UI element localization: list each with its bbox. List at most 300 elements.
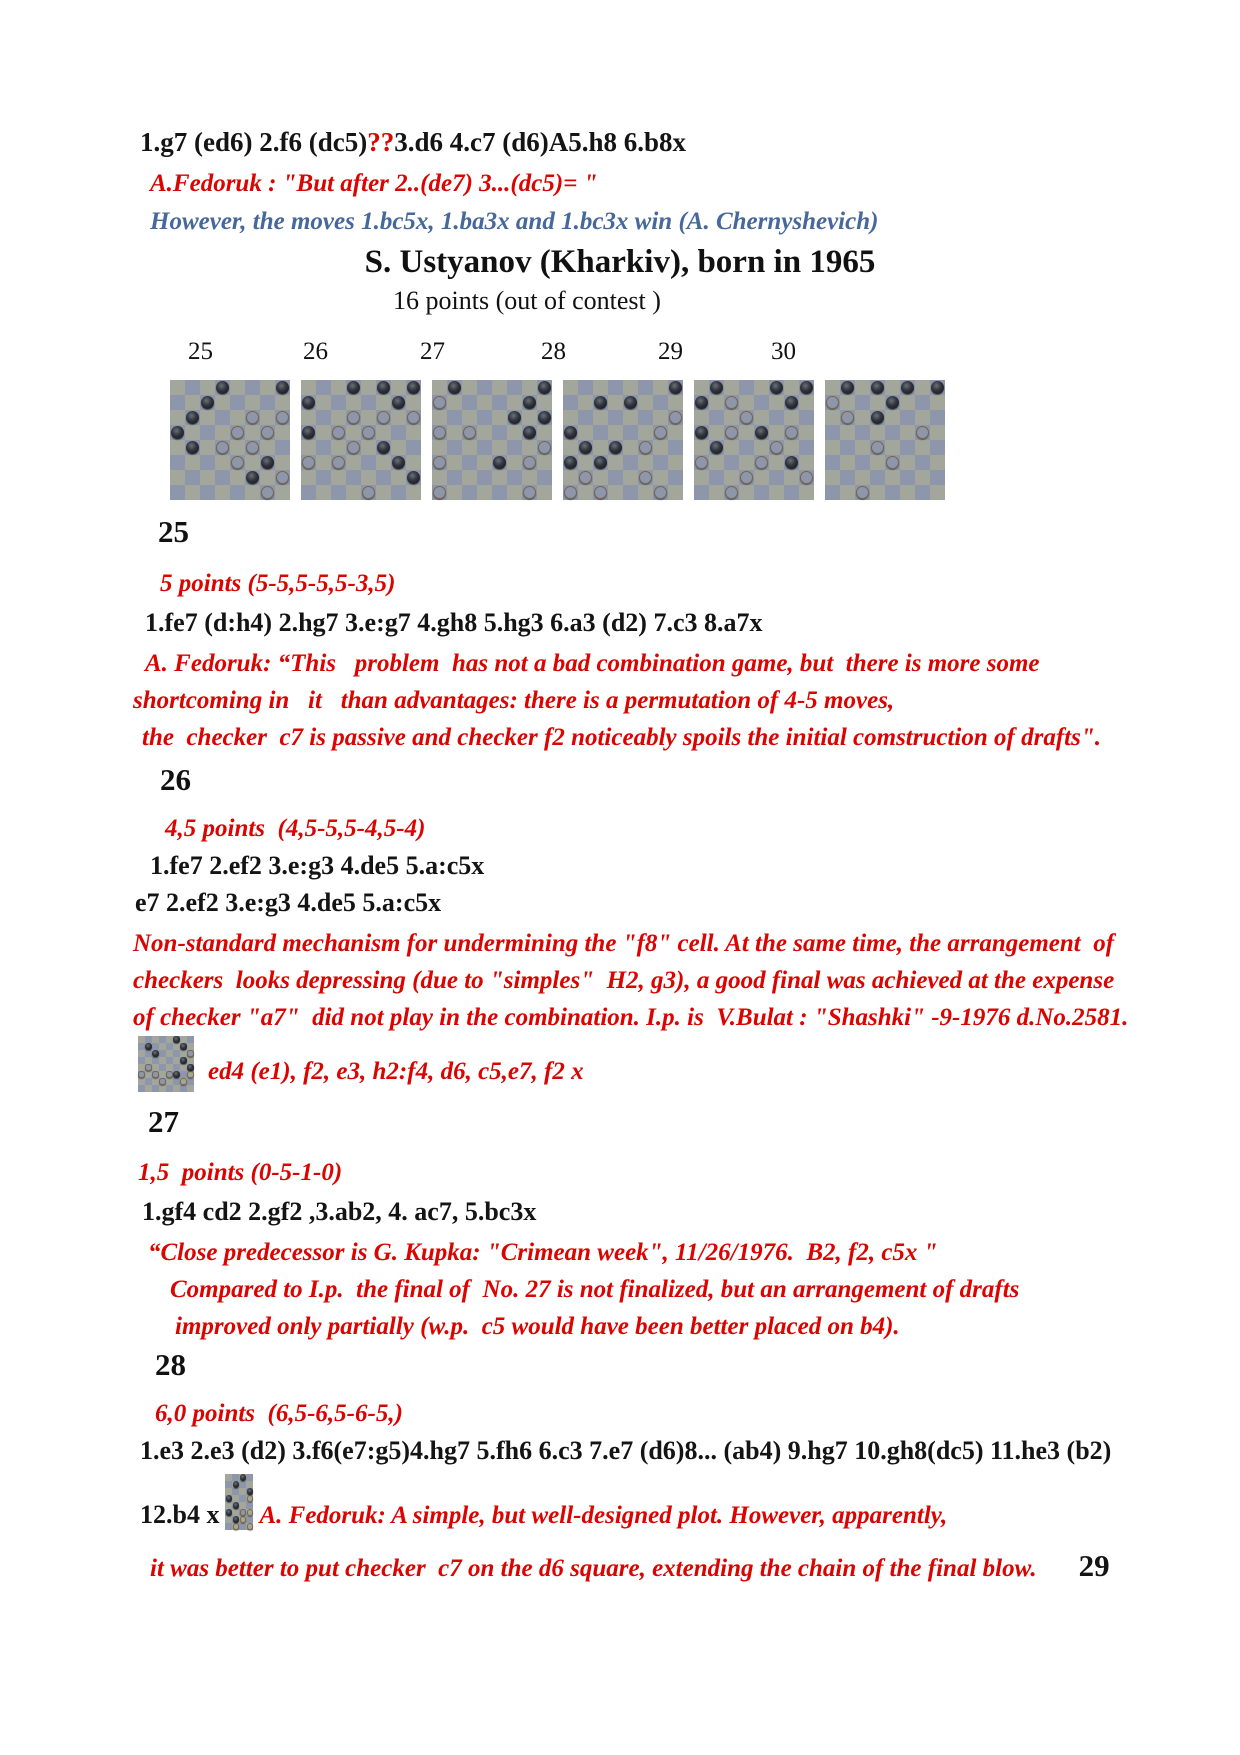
checker-dark: [695, 396, 708, 409]
board-square: [724, 440, 739, 455]
board-square: [709, 455, 724, 470]
board-square: [477, 395, 492, 410]
board-labels-row: [0, 338, 1240, 368]
board-square: [316, 380, 331, 395]
board-square: [215, 485, 230, 500]
checker-dark: [216, 381, 229, 394]
checker-dark: [841, 381, 854, 394]
board-label-29: 29: [658, 338, 683, 365]
checker-gold: [725, 426, 738, 439]
board-square: [825, 470, 840, 485]
board-square: [239, 1488, 246, 1495]
board-square: [361, 470, 376, 485]
board-square: [477, 485, 492, 500]
board-square: [930, 470, 945, 485]
board-square: [187, 1078, 194, 1085]
board-square: [185, 425, 200, 440]
board-square: [316, 485, 331, 500]
board-square: [173, 1085, 180, 1092]
board-square: [346, 455, 361, 470]
section-26-board-note: ed4 (e1), f2, e3, h2:f4, d6, c5,e7, f2 x: [208, 1058, 584, 1085]
board-square: [180, 1071, 187, 1078]
board-square: [724, 410, 739, 425]
checker-gold: [247, 1495, 253, 1501]
board-square: [185, 470, 200, 485]
checker-gold: [800, 471, 813, 484]
board-square: [406, 440, 421, 455]
checker-dark: [173, 1036, 179, 1042]
board-square: [709, 410, 724, 425]
board-square: [361, 440, 376, 455]
checker-dark: [226, 1509, 232, 1515]
board-square: [709, 485, 724, 500]
section-28-comment-line: it was better to put checker c7 on the d6 square, extending the chain of the final blow.: [150, 1555, 1037, 1582]
board-square: [376, 470, 391, 485]
board-square: [507, 470, 522, 485]
board-square: [200, 410, 215, 425]
board-square: [275, 395, 290, 410]
board-square: [239, 1523, 246, 1530]
board-square: [769, 425, 784, 440]
board-square: [825, 380, 840, 395]
board-square: [608, 485, 623, 500]
board-square: [180, 1036, 187, 1043]
checker-dark: [785, 456, 798, 469]
board-square: [537, 395, 552, 410]
checker-dark: [770, 381, 783, 394]
checker-gold: [770, 441, 783, 454]
checkers-board-26: [301, 380, 421, 500]
board-square: [855, 380, 870, 395]
board-square: [432, 440, 447, 455]
board-square: [346, 485, 361, 500]
board-square: [930, 395, 945, 410]
checker-gold: [755, 456, 768, 469]
board-square: [200, 380, 215, 395]
board-square: [915, 455, 930, 470]
checker-gold: [856, 486, 869, 499]
board-square: [507, 440, 522, 455]
board-square: [145, 1071, 152, 1078]
board-square: [239, 1502, 246, 1509]
checker-dark: [302, 396, 315, 409]
board-square: [145, 1050, 152, 1057]
board-square: [301, 380, 316, 395]
board-square: [166, 1057, 173, 1064]
section-28-points: 6,0 points (6,5-6,5-6-5,): [155, 1400, 403, 1427]
checker-gold: [159, 1078, 165, 1084]
checker-dark: [594, 396, 607, 409]
checker-gold: [725, 486, 738, 499]
board-square: [855, 470, 870, 485]
board-square: [492, 410, 507, 425]
board-square: [185, 395, 200, 410]
board-square: [840, 395, 855, 410]
checker-gold: [639, 471, 652, 484]
checker-gold: [231, 456, 244, 469]
board-square: [769, 395, 784, 410]
checker-dark: [871, 411, 884, 424]
board-square: [915, 380, 930, 395]
board-square: [623, 470, 638, 485]
board-square: [391, 425, 406, 440]
board-square: [507, 380, 522, 395]
board-square: [230, 380, 245, 395]
board-square: [492, 470, 507, 485]
board-square: [246, 1516, 253, 1523]
board-square: [522, 440, 537, 455]
board-square: [166, 1050, 173, 1057]
board-square: [638, 485, 653, 500]
checker-gold: [261, 486, 274, 499]
section-26-comment-line: checkers looks depressing (due to "simples" H2, g3), a good final was achieved at the expense: [133, 967, 1115, 994]
board-square: [870, 470, 885, 485]
board-square: [200, 485, 215, 500]
board-square: [173, 1064, 180, 1071]
board-square: [391, 380, 406, 395]
board-square: [668, 440, 683, 455]
board-square: [138, 1057, 145, 1064]
section-26-points: 4,5 points (4,5-5,5-4,5-4): [165, 815, 426, 842]
checker-dark: [180, 1057, 186, 1063]
board-square: [230, 410, 245, 425]
checker-gold: [871, 441, 884, 454]
board-square: [232, 1488, 239, 1495]
board-square: [870, 395, 885, 410]
section-28-moves: 1.e3 2.e3 (d2) 3.f6(e7:g5)4.hg7 5.fh6 6.c3 7.e7 (d6)8... (ab4) 9.hg7 10.gh8(dc5) 11.he3 (b2): [140, 1436, 1112, 1465]
board-square: [608, 395, 623, 410]
checker-dark: [186, 441, 199, 454]
board-square: [507, 395, 522, 410]
section-26-moves-2: e7 2.ef2 3.e:g3 4.de5 5.a:c5x: [135, 888, 442, 917]
board-square: [855, 455, 870, 470]
board-square: [159, 1043, 166, 1050]
checker-dark: [901, 381, 914, 394]
board-square: [563, 410, 578, 425]
checker-dark: [871, 381, 884, 394]
checker-dark: [171, 426, 184, 439]
board-square: [885, 380, 900, 395]
board-square: [166, 1078, 173, 1085]
board-square: [709, 395, 724, 410]
board-square: [769, 455, 784, 470]
checker-gold: [187, 1050, 193, 1056]
board-square: [769, 410, 784, 425]
board-square: [709, 470, 724, 485]
board-square: [694, 470, 709, 485]
board-square: [331, 380, 346, 395]
board-square: [462, 440, 477, 455]
board-square: [301, 485, 316, 500]
board-square: [915, 470, 930, 485]
section-28-final-row: [150, 1548, 1240, 1587]
board-square: [447, 485, 462, 500]
checker-gold: [695, 456, 708, 469]
board-square: [331, 440, 346, 455]
section-27-moves: 1.gf4 cd2 2.gf2 ,3.ab2, 4. ac7, 5.bc3x: [142, 1197, 537, 1226]
checker-gold: [433, 486, 446, 499]
board-square: [152, 1085, 159, 1092]
checker-gold: [261, 426, 274, 439]
board-square: [608, 470, 623, 485]
board-square: [138, 1085, 145, 1092]
board-square: [232, 1509, 239, 1516]
checker-dark: [180, 1043, 186, 1049]
checker-gold: [138, 1071, 144, 1077]
board-square: [593, 380, 608, 395]
board-square: [159, 1036, 166, 1043]
board-square: [769, 470, 784, 485]
board-square: [724, 470, 739, 485]
board-square: [138, 1036, 145, 1043]
board-square: [739, 455, 754, 470]
checker-dark: [493, 456, 506, 469]
board-square: [537, 470, 552, 485]
checker-dark: [755, 426, 768, 439]
board-square: [230, 395, 245, 410]
board-square: [215, 455, 230, 470]
board-square: [180, 1050, 187, 1057]
board-square: [432, 470, 447, 485]
checker-gold: [523, 456, 536, 469]
board-square: [346, 425, 361, 440]
board-square: [930, 425, 945, 440]
intro-move-question-marks: ??: [367, 127, 395, 157]
board-square: [754, 395, 769, 410]
board-square: [152, 1057, 159, 1064]
board-square: [331, 410, 346, 425]
board-square: [492, 380, 507, 395]
checker-dark: [276, 381, 289, 394]
board-square: [166, 1036, 173, 1043]
section-26-comment-line: Non-standard mechanism for undermining the "f8" cell. At the same time, the arrangement of: [133, 930, 1115, 957]
section-28-move-12: 12.b4 x: [140, 1500, 220, 1529]
board-square: [608, 410, 623, 425]
board-square: [623, 485, 638, 500]
board-square: [739, 395, 754, 410]
board-square: [593, 470, 608, 485]
board-square: [668, 455, 683, 470]
board-square: [376, 485, 391, 500]
board-square: [855, 440, 870, 455]
checker-dark: [564, 456, 577, 469]
board-square: [799, 485, 814, 500]
board-square: [361, 455, 376, 470]
board-square: [784, 485, 799, 500]
board-square: [855, 395, 870, 410]
board-square: [477, 455, 492, 470]
board-label-25: 25: [188, 338, 213, 365]
board-square: [900, 410, 915, 425]
board-square: [885, 410, 900, 425]
checker-gold: [886, 456, 899, 469]
board-square: [799, 455, 814, 470]
board-square: [799, 425, 814, 440]
board-square: [578, 425, 593, 440]
board-square: [173, 1050, 180, 1057]
checkers-board-28: [563, 380, 683, 500]
board-square: [799, 440, 814, 455]
checker-gold: [594, 486, 607, 499]
board-square: [180, 1064, 187, 1071]
checker-gold: [538, 441, 551, 454]
checker-gold: [246, 411, 259, 424]
board-square: [739, 440, 754, 455]
checker-gold: [564, 486, 577, 499]
checker-dark: [669, 381, 682, 394]
checker-gold: [180, 1078, 186, 1084]
page-subtitle: 16 points (out of contest ): [393, 286, 661, 315]
checker-gold: [347, 411, 360, 424]
board-square: [275, 440, 290, 455]
checker-gold: [407, 411, 420, 424]
board-square: [668, 470, 683, 485]
board-square: [170, 380, 185, 395]
board-square: [462, 470, 477, 485]
checker-dark: [564, 426, 577, 439]
board-square: [668, 395, 683, 410]
checker-dark: [392, 456, 405, 469]
board-square: [145, 1078, 152, 1085]
checker-gold: [166, 1071, 172, 1077]
board-square: [432, 410, 447, 425]
checker-dark: [710, 381, 723, 394]
board-square: [225, 1481, 232, 1488]
checker-gold: [362, 426, 375, 439]
checker-dark: [538, 411, 551, 424]
checker-gold: [433, 456, 446, 469]
section-28-diagram-row: [140, 1474, 1240, 1530]
board-square: [623, 425, 638, 440]
board-square: [391, 485, 406, 500]
board-square: [507, 485, 522, 500]
board-square: [301, 470, 316, 485]
board-square: [138, 1078, 145, 1085]
board-square: [230, 485, 245, 500]
section-27-points: 1,5 points (0-5-1-0): [138, 1159, 343, 1186]
board-square: [170, 440, 185, 455]
board-square: [152, 1043, 159, 1050]
board-square: [784, 410, 799, 425]
board-square: [724, 380, 739, 395]
board-square: [653, 380, 668, 395]
checker-gold: [740, 471, 753, 484]
board-square: [900, 455, 915, 470]
section-26-comment-line: of checker "a7" did not play in the combination. I.p. is V.Bulat : "Shashki" -9-1976 d.No.2581.: [133, 1004, 1129, 1031]
board-square: [608, 380, 623, 395]
board-square: [784, 440, 799, 455]
board-square: [578, 395, 593, 410]
checker-dark: [145, 1043, 151, 1049]
board-square: [915, 410, 930, 425]
board-square: [200, 440, 215, 455]
board-square: [537, 485, 552, 500]
section-27-heading: 27: [148, 1104, 179, 1139]
board-square: [215, 425, 230, 440]
board-square: [245, 395, 260, 410]
board-square: [638, 455, 653, 470]
board-square: [930, 485, 945, 500]
board-square: [840, 455, 855, 470]
board-square: [239, 1495, 246, 1502]
checker-gold: [654, 486, 667, 499]
board-square: [653, 455, 668, 470]
checker-dark: [377, 441, 390, 454]
board-square: [260, 410, 275, 425]
checker-dark: [609, 441, 622, 454]
board-square: [376, 395, 391, 410]
checker-gold: [233, 1523, 239, 1529]
checker-dark: [695, 426, 708, 439]
checker-gold: [302, 456, 315, 469]
board-square: [593, 410, 608, 425]
board-square: [187, 1043, 194, 1050]
board-square: [159, 1050, 166, 1057]
board-label-30: 30: [771, 338, 796, 365]
board-square: [477, 425, 492, 440]
board-square: [138, 1050, 145, 1057]
board-square: [187, 1085, 194, 1092]
board-square: [492, 425, 507, 440]
checker-gold: [740, 411, 753, 424]
board-square: [840, 425, 855, 440]
board-square: [275, 485, 290, 500]
board-square: [316, 440, 331, 455]
board-square: [462, 395, 477, 410]
section-25-moves: 1.fe7 (d:h4) 2.hg7 3.e:g7 4.gh8 5.hg3 6.a3 (d2) 7.c3 8.a7x: [145, 608, 763, 637]
board-square: [694, 485, 709, 500]
checkers-board-30: [825, 380, 945, 500]
board-square: [187, 1057, 194, 1064]
board-square: [185, 380, 200, 395]
board-square: [245, 485, 260, 500]
board-square: [170, 485, 185, 500]
checker-gold: [247, 1509, 253, 1515]
board-square: [578, 455, 593, 470]
checker-dark: [886, 396, 899, 409]
board-square: [152, 1064, 159, 1071]
board-square: [225, 1502, 232, 1509]
checker-gold: [669, 411, 682, 424]
board-square: [200, 425, 215, 440]
board-square: [215, 470, 230, 485]
board-square: [232, 1495, 239, 1502]
board-square: [215, 395, 230, 410]
board-square: [477, 440, 492, 455]
board-square: [825, 455, 840, 470]
board-square: [477, 410, 492, 425]
board-square: [653, 440, 668, 455]
checker-dark: [186, 411, 199, 424]
board-square: [152, 1036, 159, 1043]
checker-dark: [201, 396, 214, 409]
section-25-comment-line: shortcoming in it than advantages: there is a permutation of 4-5 moves,: [133, 687, 895, 714]
fedoruk-intro-note: A.Fedoruk : "But after 2..(de7) 3...(dc5)= ": [150, 170, 598, 197]
section-26-heading: 26: [160, 762, 191, 797]
board-square: [180, 1085, 187, 1092]
board-square: [447, 425, 462, 440]
chernyshevich-note: However, the moves 1.bc5x, 1.ba3x and 1.bc3x win (A. Chernyshevich): [150, 208, 879, 235]
section-28-comment-line: A. Fedoruk: A simple, but well-designed plot. However, apparently,: [259, 1502, 948, 1529]
board-square: [173, 1057, 180, 1064]
board-square: [492, 395, 507, 410]
checker-dark: [508, 411, 521, 424]
board-square: [754, 470, 769, 485]
checker-dark: [240, 1474, 246, 1480]
board-square: [225, 1488, 232, 1495]
checker-dark: [377, 381, 390, 394]
board-square: [840, 485, 855, 500]
